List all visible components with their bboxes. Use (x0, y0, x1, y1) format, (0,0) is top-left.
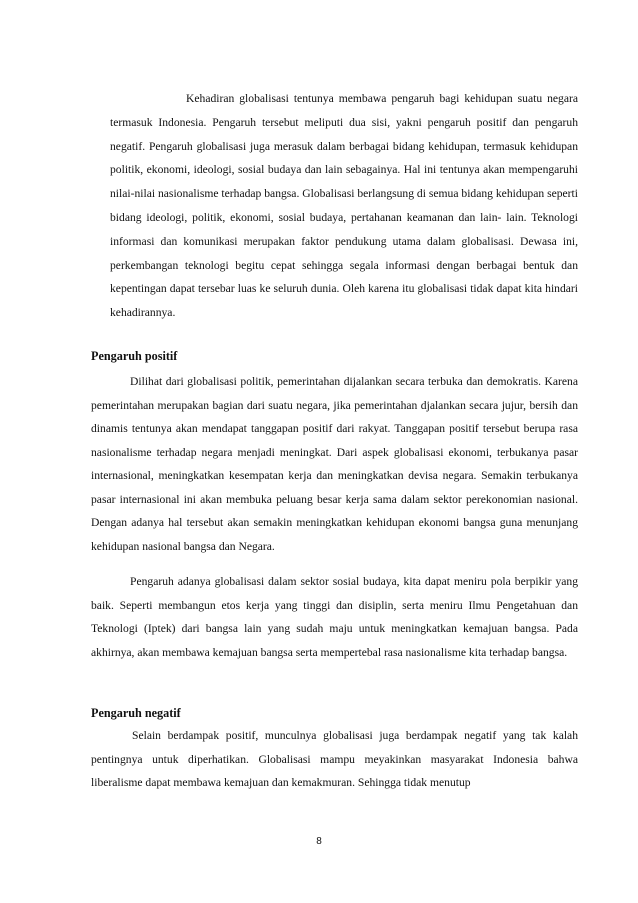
negative-paragraph: Selain berdampak positif, munculnya globalisasi juga berdampak negatif yang tak kalah pentingnya untuk diperhatikan. Globalisasi mampu meyakinkan masyarakat Indonesia bahwa liberalisme dapat membawa kemajuan dan kemakmuran. Sehingga tidak menutup (91, 729, 578, 789)
intro-paragraph: Kehadiran globalisasi tentunya membawa pengaruh bagi kehidupan suatu negara termasuk Indonesia. Pengaruh tersebut meliputi dua sisi, yakni pengaruh positif dan pengaruh negatif. Pengaruh globalisasi juga merasuk dalam berbagai bidang kehidupan, termasuk kehidupan politik, ekonomi, ideologi, sosial budaya dan lain sebagainya. Hal ini tentunya akan mempengaruhi nilai-nilai nasionalisme terhadap bangsa. Globalisasi berlangsung di semua bidang kehidupan seperti bidang ideologi, politik, ekonomi, sosial budaya, pertahanan keamanan dan lain- lain. Teknologi informasi dan komunikasi merupakan faktor pendukung utama dalam globalisasi. Dewasa ini, perkembangan teknologi begitu cepat sehingga segala informasi dengan berbagai bentuk dan kepentingan dapat tersebar luas ke seluruh dunia. Oleh karena itu globalisasi tidak dapat kita hindari kehadirannya. (110, 92, 578, 320)
heading-negative-influence: Pengaruh negatif (91, 706, 181, 720)
page-number: 8 (316, 836, 322, 847)
positive-paragraph-social-culture: Pengaruh adanya globalisasi dalam sektor sosial budaya, kita dapat meniru pola berpikir yang baik. Seperti membangun etos kerja yang tinggi dan disiplin, serta meniru Ilmu Pengetahuan dan Teknologi (Iptek) dari bangsa lain yang sudah maju untuk meningkatkan kemajuan bangsa. Pada akhirnya, akan membawa kemajuan bangsa serta mempertebal rasa nasionalisme kita terhadap bangsa. (91, 575, 578, 659)
heading-positive-influence: Pengaruh positif (91, 349, 178, 363)
positive-paragraph-politics-economy: Dilihat dari globalisasi politik, pemerintahan dijalankan secara terbuka dan demokratis. Karena pemerintahan merupakan bagian dari suatu negara, jika pemerintahan djalankan secara jujur, bersih dan dinamis tentunya akan mendapat tanggapan positif dari rakyat. Tanggapan positif tersebut berupa rasa nasionalisme terhadap negara menjadi meningkat. Dari aspek globalisasi ekonomi, terbukanya pasar internasional, meningkatkan kesempatan kerja dan meningkatkan devisa negara. Semakin terbukanya pasar internasional ini akan membuka peluang besar kerja sama dalam sektor perekonomian nasional. Dengan adanya hal tersebut akan semakin meningkatkan kehidupan ekonomi bangsa guna menunjang kehidupan nasional bangsa dan Negara. (91, 375, 578, 553)
